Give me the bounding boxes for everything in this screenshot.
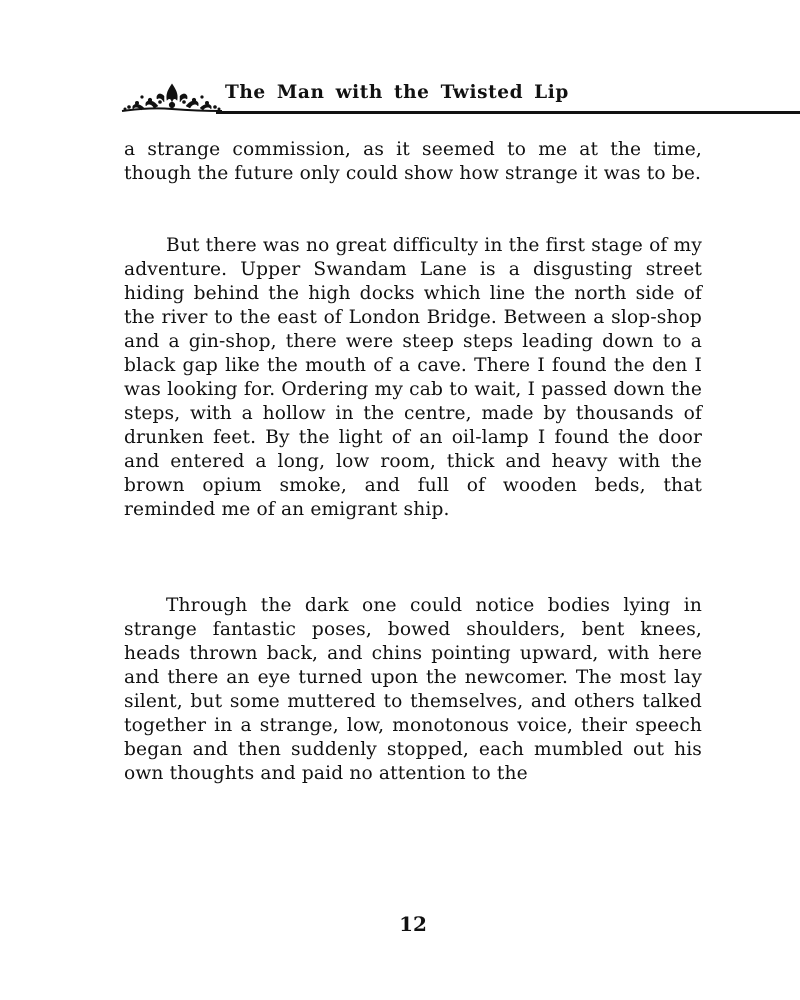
paragraph-continuation: a strange commission, as it seemed to me at the time, though the future only could show how strange it was to be.	[124, 139, 702, 184]
running-title: The Man with the Twisted Lip	[225, 82, 569, 103]
paragraph-opium-den: Through the dark one could notice bodies lying in strange fantastic poses, bowed shoulders, bent knees, heads thrown back, and chins pointing upward, with here and there an eye turned upon the newcomer. The most lay silent, but some muttered to themselves, and others talked together in a strange, low, monotonous voice, their speech began and then suddenly stopped, each mumbled out his own thoughts and paid no attention to the	[124, 595, 702, 784]
paragraph-swandam-lane: But there was no great difficulty in the first stage of my adventure. Upper Swandam Lane is a disgusting street hiding behind the high docks which line the north side of the river to the east of London Bridge. Between a slop-shop and a gin-shop, there were steep steps leading down to a black gap like the mouth of a cave. There I found the den I was looking for. Ordering my cab to wait, I passed down the steps, with a hollow in the centre, made by thousands of drunken feet. By the light of an oil-lamp I found the door and entered a long, low room, thick and heavy with the brown opium smoke, and full of wooden beds, that reminded me of an emigrant ship.	[124, 235, 702, 520]
header-rule	[216, 111, 800, 114]
body-text	[124, 138, 702, 786]
page-number: 12	[399, 912, 427, 936]
running-header	[120, 78, 800, 118]
floral-ornament-icon	[120, 80, 224, 114]
